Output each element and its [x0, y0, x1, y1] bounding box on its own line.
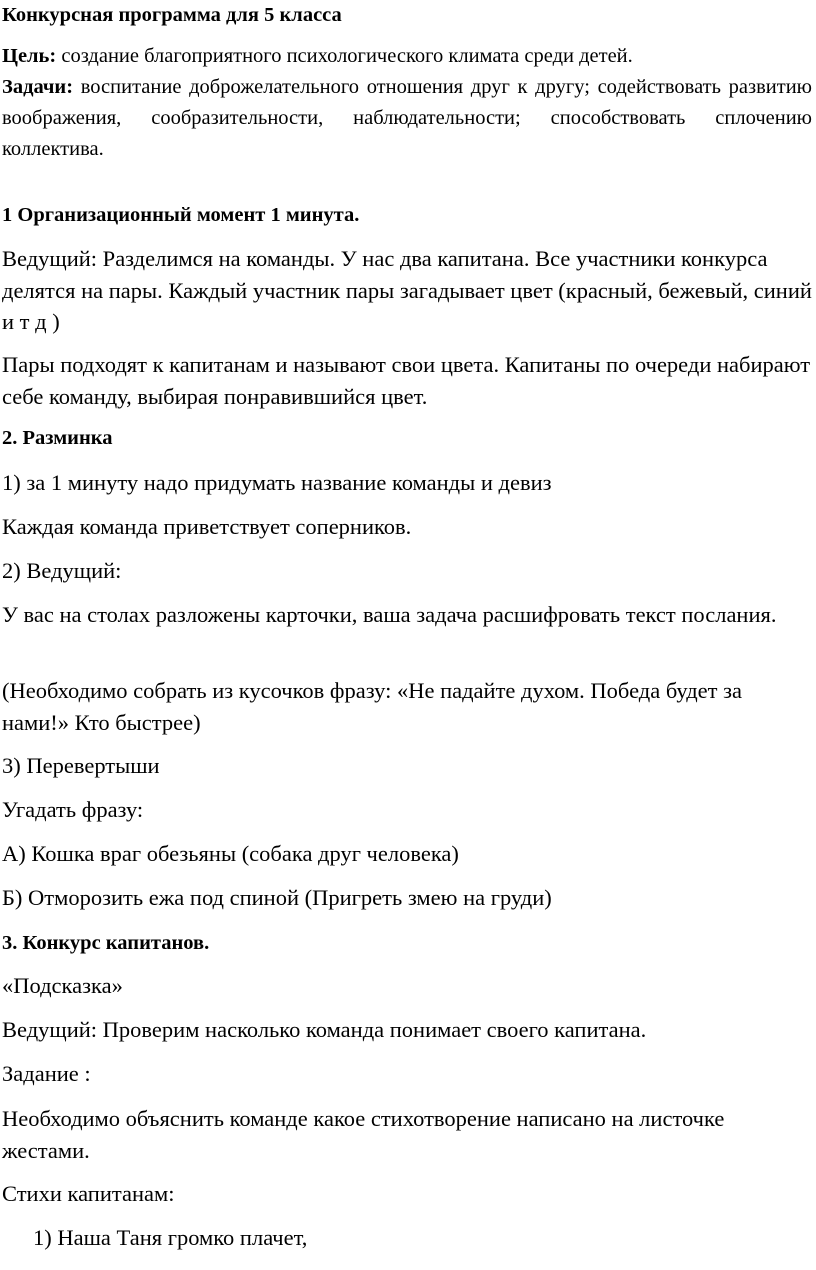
- greet-paragraph: Каждая команда приветствует соперников.: [2, 514, 412, 539]
- section-3-heading: [2, 928, 812, 959]
- section-3-heading-text: 3. Конкурс капитанов.: [2, 932, 210, 954]
- section-1-heading-text: 1 Организационный момент 1 минута.: [2, 204, 360, 226]
- list-item-1: 1) за 1 минуту надо придумать название команды и девиз: [2, 470, 552, 495]
- goal-paragraph: [2, 41, 812, 72]
- pairs-paragraph: Пары подходят к капитанам и называют свои цвета. Капитаны по очереди набирают себе команду, выбирая понравившийся цвет.: [2, 352, 811, 409]
- goal-label: Цель:: [2, 45, 57, 67]
- poems-paragraph: Стихи капитанам:: [2, 1181, 175, 1206]
- poem-list-item-1: 1) Наша Таня громко плачет,: [33, 1225, 308, 1250]
- section-2-heading-text: 2. Разминка: [2, 427, 113, 449]
- host-paragraph-1: Ведущий: Разделимся на команды. У нас два капитана. Все участники конкурса делятся на пары. Каждый участник пары загадывает цвет (красный, бежевый, синий и т д ): [2, 246, 812, 334]
- section-2-heading: [2, 423, 812, 454]
- title-text: Конкурсная программа для 5 класса: [2, 4, 342, 26]
- task-paragraph: Задание :: [2, 1061, 91, 1086]
- document-title: [2, 0, 812, 31]
- cards-paragraph: У вас на столах разложены карточки, ваша задача расшифровать текст послания.: [2, 602, 777, 627]
- host-paragraph-2: Ведущий: Проверим насколько команда понимает своего капитана.: [2, 1017, 647, 1042]
- section-1-heading: [2, 200, 812, 231]
- list-item-2: 2) Ведущий:: [2, 558, 122, 583]
- goal-text: создание благоприятного психологического климата среди детей.: [56, 45, 633, 67]
- option-b: Б) Отморозить ежа под спиной (Пригреть змею на груди): [2, 885, 552, 910]
- phrase-paragraph: (Необходимо собрать из кусочков фразу: «Не падайте духом. Победа будет за нами!» Кто быстрее): [2, 678, 743, 735]
- guess-paragraph: Угадать фразу:: [2, 797, 144, 822]
- list-item-3: 3) Перевертыши: [2, 753, 160, 778]
- explain-paragraph: Необходимо объяснить команде какое стихотворение написано на листочке жестами.: [2, 1106, 725, 1163]
- tasks-paragraph: [2, 72, 812, 165]
- option-a: А) Кошка враг обезьяны (собака друг человека): [2, 841, 459, 866]
- hint-paragraph: «Подсказка»: [2, 973, 123, 998]
- tasks-text: воспитание доброжелательного отношения друг к другу; содействовать развитию воображения, сообразительности, наблюдательности; способствовать сплочению коллектива.: [2, 76, 812, 160]
- tasks-label: Задачи:: [2, 76, 74, 98]
